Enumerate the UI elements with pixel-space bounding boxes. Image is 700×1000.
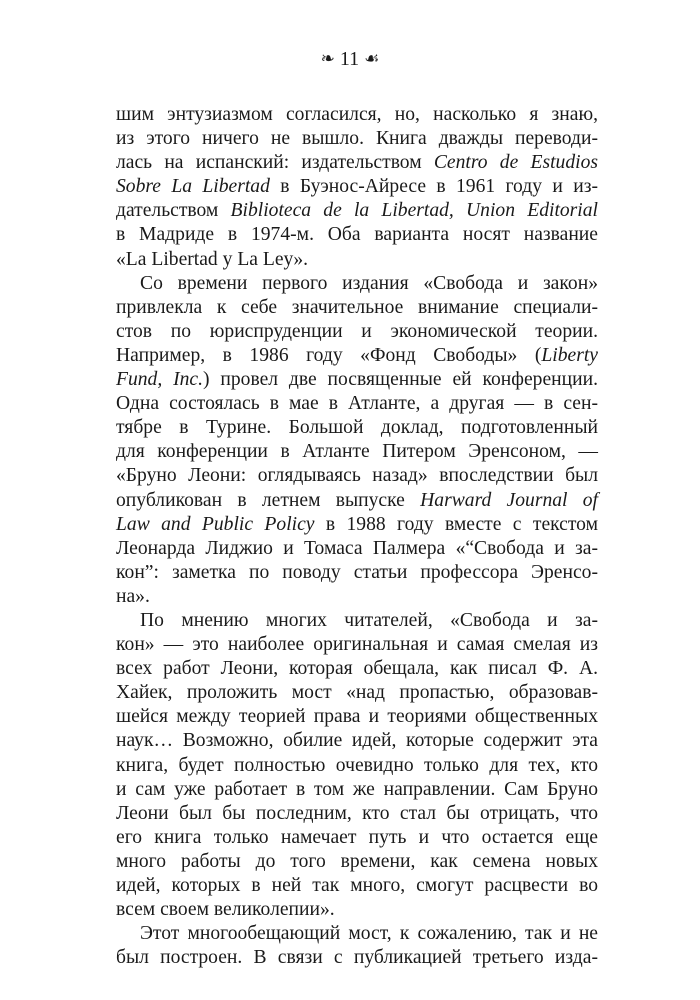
italic-title: Sobre La Libertad	[116, 176, 270, 198]
text-fragment: Например, в 1986 году «Фонд Свободы» (	[116, 344, 542, 366]
right-ornament-icon: ☙	[364, 49, 380, 68]
text-fragment: в 1988 году вместе с текстом	[314, 513, 598, 535]
italic-title: Law and Public Policy	[116, 513, 315, 535]
text-line: в Мадриде в 1974-м. Оба варианта носят название	[116, 224, 598, 246]
text-line: книга, будет полностью очевидно только для тех, кто	[116, 754, 598, 776]
text-line: для конференции в Атланте Питером Эренсоном, —	[116, 441, 598, 463]
left-ornament-icon: ❧	[320, 49, 335, 68]
text-line: был построен. В связи с публикацией третьего изда-	[116, 947, 598, 969]
italic-title: Liberty	[541, 344, 598, 366]
text-line: и сам уже работает в том же направлении. Сам Бруно	[116, 778, 598, 800]
text-line: «La Libertad y La Ley».	[116, 248, 309, 270]
text-line: Этот многообещающий мост, к сожалению, так и не	[140, 923, 598, 945]
text-line	[116, 175, 598, 199]
text-line: «Бруно Леони: оглядываясь назад» впоследствии был	[116, 465, 598, 487]
text-line: из этого ничего не вышло. Книга дважды переводи-	[116, 128, 598, 150]
page-number-header	[0, 47, 700, 71]
italic-title: Harward Journal of	[420, 489, 599, 511]
italic-title: Centro de Estudios	[433, 152, 598, 174]
text-line: Одна состоялась в мае в Атланте, а другая — в сен-	[116, 393, 598, 415]
text-line: на».	[116, 585, 150, 607]
text-line: идей, которых в ней так много, смогут расцвести во	[116, 875, 598, 896]
text-line: стов по юриспруденции и экономической теории.	[116, 320, 598, 342]
text-line: Со времени первого издания «Свобода и закон»	[140, 272, 598, 294]
text-line: его книга только намечает путь и что остается еще	[116, 826, 598, 848]
text-line	[116, 513, 598, 537]
text-fragment: в Буэнос-Айресе в 1961 году и из-	[269, 176, 598, 198]
italic-title: Fund, Inc.	[116, 369, 204, 391]
text-fragment: опубликован в летнем выпуске	[116, 489, 421, 511]
text-line	[116, 151, 598, 175]
text-line: наук… Возможно, обилие идей, которые содержит эта	[116, 730, 598, 752]
text-line: Леонарда Лиджио и Томаса Палмера «“Свобода и за-	[116, 537, 598, 559]
text-line: кон”: заметка по поводу статьи профессора Эренсо-	[116, 561, 598, 583]
text-line	[116, 368, 598, 392]
text-line	[116, 199, 598, 223]
page-number: 11	[339, 48, 360, 70]
text-line: шейся между теорией права и теориями общественных	[116, 706, 598, 728]
text-line: шим энтузиазмом согласился, но, насколько я знаю,	[116, 104, 598, 125]
text-fragment: дательством	[116, 200, 231, 222]
text-line: привлекла к себе значительное внимание специали-	[116, 296, 598, 318]
text-line: всем своем великолепии».	[116, 899, 335, 921]
text-line: Леони был бы последним, кто стал бы отрицать, что	[116, 802, 598, 824]
text-line: По мнению многих читателей, «Свобода и за-	[140, 609, 598, 631]
italic-title: Biblioteca de la Libertad, Union Editorial	[230, 200, 598, 222]
text-line: много работы до того времени, как семена новых	[116, 850, 598, 872]
text-line: Хайек, проложить мост «над пропастью, образовав-	[116, 682, 598, 704]
text-fragment: лась на испанский: издательством	[116, 152, 434, 174]
text-line	[116, 489, 598, 513]
body-text	[116, 103, 598, 970]
text-line: тябре в Турине. Большой доклад, подготовленный	[116, 417, 598, 439]
text-line	[116, 344, 598, 368]
text-fragment: ) провел две посвященные ей конференции.	[203, 369, 598, 391]
text-line: кон» — это наиболее оригинальная и самая смелая из	[116, 634, 598, 656]
text-line: всех работ Леони, которая обещала, как писал Ф. А.	[116, 658, 598, 680]
